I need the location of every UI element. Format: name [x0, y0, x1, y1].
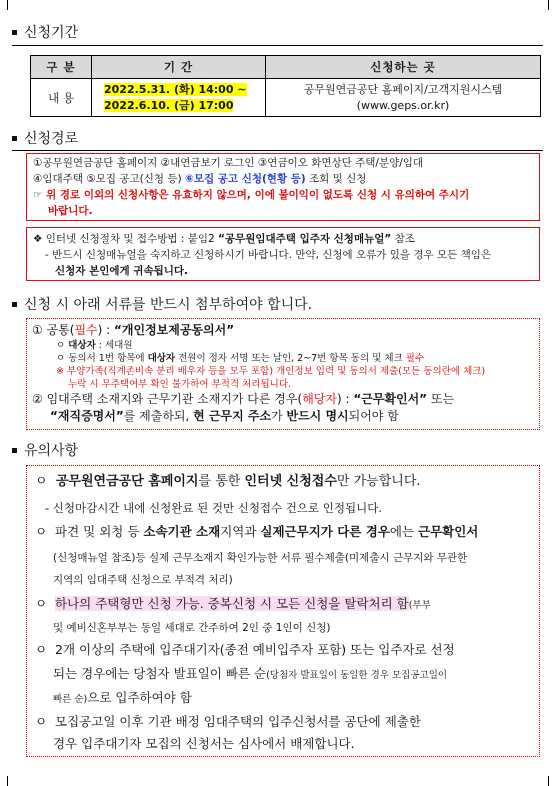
note-1-sub: - 신청마감시간 내에 신청완료 된 것만 신청접수 건으로 인정됩니다.	[45, 501, 382, 515]
period-table	[30, 55, 541, 117]
period-dates	[92, 79, 266, 117]
square-bullet-icon	[12, 448, 17, 453]
section-period-heading	[12, 22, 78, 42]
section-title: 유의사항	[24, 443, 79, 459]
place-name: 공무원연금공단 홈페이지/고객지원시스템	[303, 82, 503, 96]
place-url: (www.geps.or.kr)	[356, 98, 450, 112]
note-5: ㅇ 모집공고일 이후 기관 배정 임대주택의 입주신청서를 공단에 제출한	[35, 714, 421, 729]
note-4: ㅇ 2개 이상의 주택에 입주대기자(종전 예비입주자 포함) 또는 입주자로 선정	[35, 642, 455, 657]
header-gubun: 구 분	[31, 56, 92, 79]
route-warning: ☞ 위 경로 이외의 신청사항은 유효하지 않으며, 이에 불이익이 없도록 신청 시 유의하여 주시기	[33, 189, 470, 201]
square-bullet-icon	[12, 30, 17, 35]
note-4-cont: 빠른 순)으로 입주하여야 함	[53, 690, 192, 705]
frame-tick	[7, 776, 8, 786]
section-title: 신청경로	[24, 131, 79, 147]
note-1: ㅇ 공무원연금공단 홈페이지를 통한 인터넷 신청접수만 가능합니다.	[35, 474, 421, 489]
note-5-cont: 경우 입주대기자 모집의 신청서는 심사에서 배제합니다.	[53, 736, 355, 751]
diamond-bullet-icon: ❖	[33, 233, 43, 245]
section-route-heading	[12, 128, 78, 148]
doc-item-2: ② 임대주택 소재지와 근무기관 소재지가 다른 경우(해당자) : “근무확인서” 또는	[32, 392, 455, 406]
manual-info-line: 신청자 본인에게 귀속됩니다.	[55, 265, 189, 277]
date-start: 2022.5.31. (화) 14:00 ~	[104, 82, 247, 96]
notes-box	[26, 465, 540, 757]
pointing-hand-icon: ☞	[33, 189, 43, 201]
route-steps-box	[26, 153, 540, 221]
header-place: 신청하는 곳	[266, 56, 541, 79]
section-docs-heading	[12, 294, 312, 314]
square-bullet-icon	[12, 136, 17, 141]
manual-info-line: ❖ 인터넷 신청절차 및 접수방법 : 붙임2 “공무원임대주택 입주자 신청매뉴얼” 참조	[33, 233, 415, 245]
apply-place	[266, 79, 541, 117]
manual-info-line: - 반드시 신청매뉴얼을 숙지하고 신청하시기 바랍니다. 만약, 신청에 오류가 있을 경우 모든 책임은	[45, 249, 492, 261]
divider	[12, 45, 543, 46]
section-title: 신청 시 아래 서류를 반드시 첨부하여야 합니다.	[24, 297, 313, 313]
doc-note: 누락 시 무주택여부 확인 불가하여 부적격 처리됩니다.	[68, 379, 292, 390]
note-3-cont: 및 예비신혼부부는 동일 세대로 간주하여 2인 중 1인이 신청)	[53, 622, 331, 634]
square-bullet-icon	[12, 302, 17, 307]
manual-info-box	[26, 227, 540, 281]
doc-note: ※ 부양가족(직계존비속 분리 배우자 등을 모두 포함) 개인정보 입력 및 동의서 제출(모든 동의란에 체크)	[56, 366, 486, 377]
frame-tick	[548, 776, 549, 786]
docs-box	[26, 318, 540, 430]
note-2: ㅇ 파견 및 외청 등 소속기관 소재지역과 실제근무지가 다른 경우에는 근무확인서	[35, 524, 479, 539]
note-3: ㅇ 하나의 주택형만 신청 가능. 중복신청 시 모든 신청을 탈락처리 함(부부	[35, 596, 431, 611]
note-4-cont: 되는 경우에는 당첨자 발표일이 빠른 순(당첨자 발표일이 동일한 경우 모집공고일이	[53, 666, 448, 681]
section-title: 신청기간	[24, 25, 79, 41]
doc-item-2-cont: “재직증명서”를 제출하되, 현 근무지 주소가 반드시 명시되어야 함	[50, 409, 399, 423]
note-2-cont: 지역의 임대주택 신청으로 부적격 처리)	[53, 574, 233, 586]
doc-sub-2: ㅇ 동의서 1번 항목에 대상자 전원이 정자 서명 또는 날인, 2~7번 항목 동의 및 체크 필수	[56, 353, 425, 364]
header-gigan: 기 간	[92, 56, 266, 79]
note-2-cont: (신청매뉴얼 참조)등 실제 근무소재지 확인가능한 서류 필수제출(미제출시 근무지와 무관한	[53, 552, 468, 564]
frame-tick	[7, 0, 8, 10]
route-step-line: ④임대주택 ⑤모집 공고(신청 등) ⑥모집 공고 신청(현황 등) 조회 및 신청	[33, 173, 367, 185]
route-warning-cont: 바랍니다.	[48, 205, 93, 217]
divider	[12, 150, 543, 151]
row-label: 내 용	[31, 79, 92, 117]
date-end: 2022.6.10. (금) 17:00	[104, 98, 234, 112]
frame-tick	[548, 0, 549, 10]
doc-sub-1: ㅇ 대상자 : 세대원	[56, 340, 133, 351]
doc-item-1: ① 공통(필수) : “개인정보제공동의서”	[32, 323, 235, 337]
route-step-line: ①공무원연금공단 홈페이지 ②내연금보기 로그인 ③연금이오 화면상단 주택/분양/임대	[33, 157, 424, 169]
route-highlight: ⑥모집 공고 신청(현황 등)	[184, 173, 306, 185]
section-notes-heading	[12, 440, 78, 460]
